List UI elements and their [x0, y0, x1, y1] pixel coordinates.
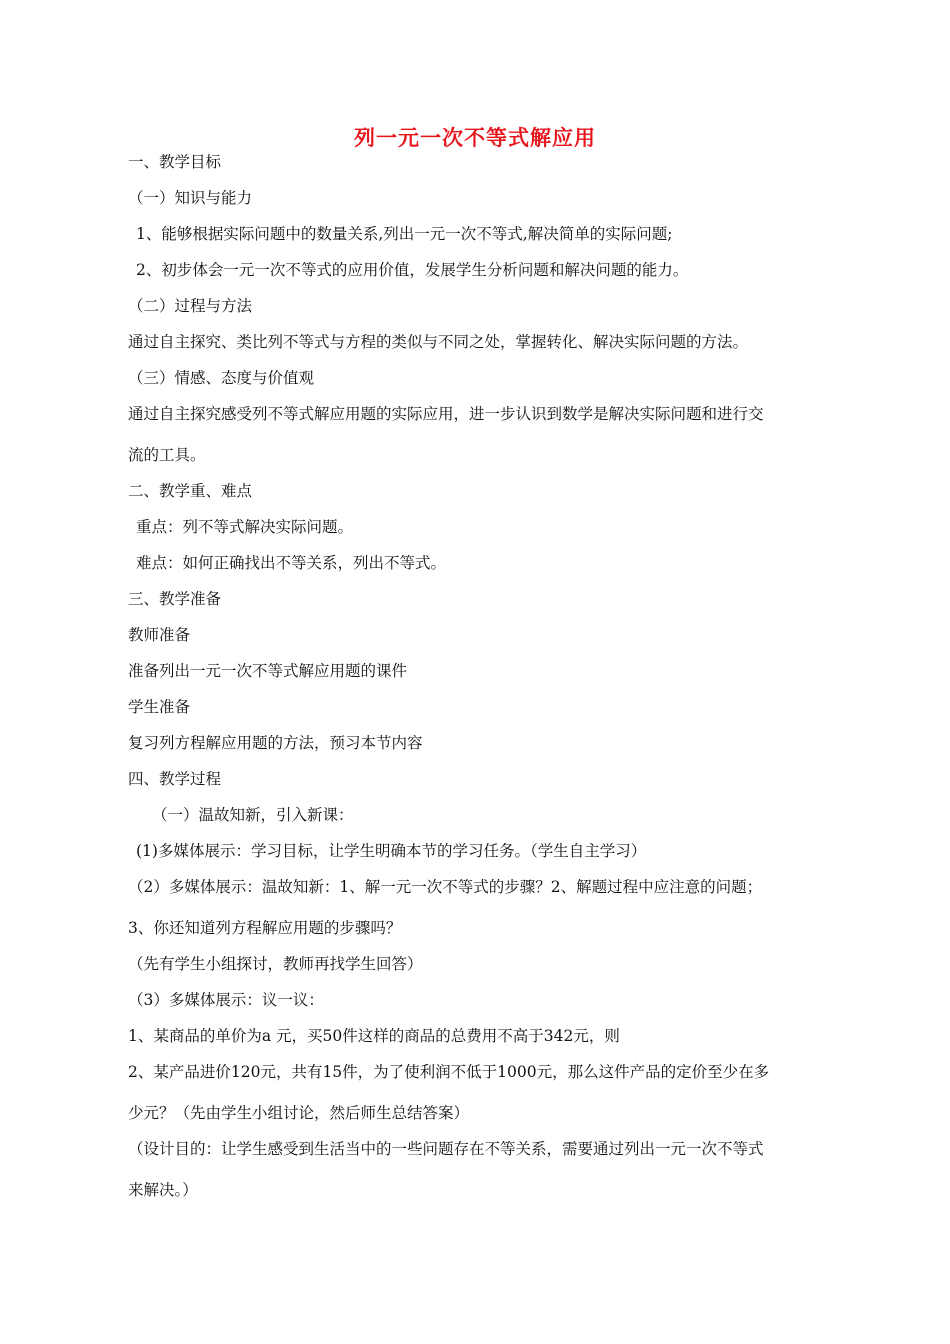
paragraph-line: 流的工具。 — [128, 446, 206, 464]
paragraph-line: 教师准备 — [128, 626, 191, 644]
paragraph-line: （设计目的：让学生感受到生活当中的一些问题存在不等关系，需要通过列出一元一次不等式 — [128, 1140, 764, 1158]
subsection-attitude: （三）情感、态度与价值观 — [128, 369, 315, 387]
section-heading-objectives: 一、教学目标 — [128, 153, 222, 171]
paragraph-line: 重点：列不等式解决实际问题。 — [136, 518, 354, 536]
document-title: 列一元一次不等式解应用 — [354, 125, 596, 150]
paragraph-line: （3）多媒体展示：议一议： — [128, 991, 324, 1009]
paragraph-line: 1、能够根据实际问题中的数量关系,列出一元一次不等式,解决简单的实际问题; — [136, 225, 673, 243]
paragraph-line: 通过自主探究感受列不等式解应用题的实际应用，进一步认识到数学是解决实际问题和进行交 — [128, 405, 764, 423]
paragraph-line: 准备列出一元一次不等式解应用题的课件 — [128, 662, 408, 680]
paragraph-line: 1、某商品的单价为a 元，买50件这样的商品的总费用不高于342元，则 — [128, 1027, 620, 1045]
paragraph-line: 学生准备 — [128, 698, 191, 716]
paragraph-line: （2）多媒体展示：温故知新：1、解一元一次不等式的步骤？2、解题过程中应注意的问题； — [128, 878, 763, 896]
section-heading-key-points: 二、教学重、难点 — [128, 482, 253, 500]
paragraph-line: 3、你还知道列方程解应用题的步骤吗？ — [128, 919, 402, 937]
paragraph-line: 少元？（先由学生小组讨论，然后师生总结答案） — [128, 1104, 470, 1122]
paragraph-line: (1)多媒体展示：学习目标，让学生明确本节的学习任务。（学生自主学习） — [136, 842, 647, 860]
section-heading-process: 四、教学过程 — [128, 770, 222, 788]
paragraph-line: 2、某产品进价120元，共有15件，为了使利润不低于1000元，那么这件产品的定价至少在多 — [128, 1063, 770, 1081]
paragraph-line: 2、初步体会一元一次不等式的应用价值，发展学生分析问题和解决问题的能力。 — [136, 261, 689, 279]
section-heading-preparation: 三、教学准备 — [128, 590, 222, 608]
paragraph-line: 通过自主探究、类比列不等式与方程的类似与不同之处，掌握转化、解决实际问题的方法。 — [128, 333, 749, 351]
paragraph-line: 复习列方程解应用题的方法，预习本节内容 — [128, 734, 423, 752]
subsection-knowledge: （一）知识与能力 — [128, 189, 253, 207]
paragraph-line: 来解决。） — [128, 1181, 198, 1199]
subsection-process: （二）过程与方法 — [128, 297, 253, 315]
paragraph-line: （先有学生小组探讨，教师再找学生回答） — [128, 955, 423, 973]
subsection-review: （一）温故知新，引入新课： — [152, 806, 354, 824]
paragraph-line: 难点：如何正确找出不等关系，列出不等式。 — [136, 554, 447, 572]
